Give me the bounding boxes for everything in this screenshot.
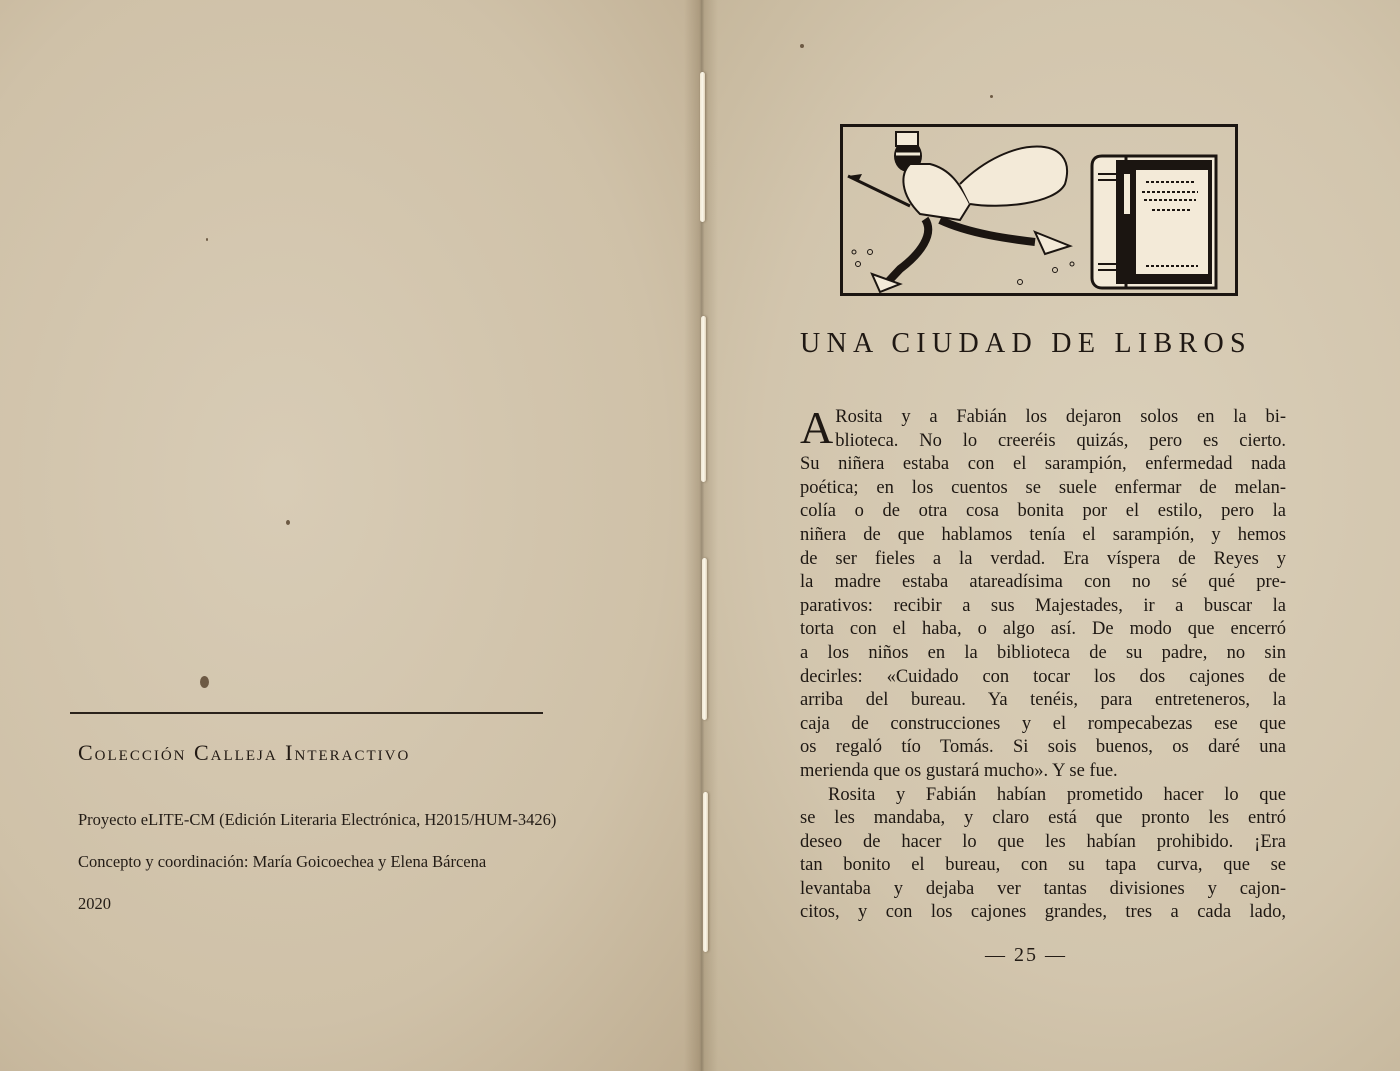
text-line: Rosita y a Fabián los dejaron solos en la bi-	[835, 407, 1286, 427]
chapter-body	[800, 402, 1286, 925]
binding-stitch	[703, 792, 708, 952]
text-line: de ser fieles a la verdad. Era víspera de Reyes y	[800, 548, 1286, 569]
paragraph-2	[800, 784, 1286, 926]
paper-speck	[200, 676, 209, 688]
paper-speck	[206, 238, 208, 241]
text-line: merienda que os gustará mucho». Y se fue.	[800, 760, 1118, 781]
runner-with-book-illustration	[840, 124, 1238, 296]
text-line: Rosita y Fabián habían prometido hacer lo que	[828, 784, 1286, 805]
paper-speck	[286, 520, 290, 525]
text-line: os regaló tío Tomás. Si sois buenos, os daré una	[800, 737, 1286, 758]
text-line: colía o de otra cosa bonita por el estilo, pero la	[800, 501, 1286, 522]
text-line: blioteca. No lo creeréis quizás, pero es cierto.	[835, 430, 1286, 451]
text-line: Su niñera estaba con el sarampión, enfermedad nada	[800, 454, 1286, 475]
year: 2020	[78, 894, 111, 913]
text-line: tan bonito el bureau, con su tapa curva, que se	[800, 855, 1286, 876]
drop-cap: A	[800, 402, 834, 453]
text-line: caja de construcciones y el rompecabezas ese que	[800, 713, 1286, 734]
concept-line: Concepto y coordinación: María Goicoechea y Elena Bárcena	[78, 852, 487, 871]
binding-stitch	[700, 72, 705, 222]
page-number: — 25 —	[985, 944, 1067, 966]
text-line: levantaba y dejaba ver tantas divisiones y cajon-	[800, 878, 1286, 899]
text-line: a los niños en la biblioteca de su padre, no sin	[800, 642, 1286, 663]
text-line: deseo de hacer lo que les habían prohibido. ¡Era	[800, 831, 1286, 852]
collection-title: Colección Calleja Interactivo	[78, 740, 411, 765]
text-line: se les mandaba, y claro está que pronto les entró	[800, 808, 1286, 829]
text-line: niñera de que hablamos tenía el sarampión, y hemos	[800, 524, 1286, 545]
binding-stitch	[701, 316, 706, 482]
project-line: Proyecto eLITE-CM (Edición Literaria Electrónica, H2015/HUM-3426)	[78, 810, 557, 829]
text-line: citos, y con los cajones grandes, tres a cada lado,	[800, 902, 1286, 923]
binding-stitch	[702, 558, 707, 720]
paper-speck	[800, 44, 804, 48]
text-line: decirles: «Cuidado con tocar los dos cajones de	[800, 666, 1286, 687]
text-line: poética; en los cuentos se suele enfermar de melan-	[800, 477, 1286, 498]
chapter-title: UNA CIUDAD DE LIBROS	[800, 328, 1252, 359]
text-line: la madre estaba atareadísima con no sé qué pre-	[800, 572, 1286, 593]
paper-speck	[990, 95, 993, 98]
text-line: arriba del bureau. Ya tenéis, para entreteneros, la	[800, 690, 1286, 711]
paragraph-1	[800, 402, 1286, 784]
colophon-rule	[70, 712, 543, 714]
text-line: torta con el haba, o algo así. De modo que encerró	[800, 619, 1286, 640]
text-line: parativos: recibir a sus Majestades, ir a buscar la	[800, 595, 1286, 616]
